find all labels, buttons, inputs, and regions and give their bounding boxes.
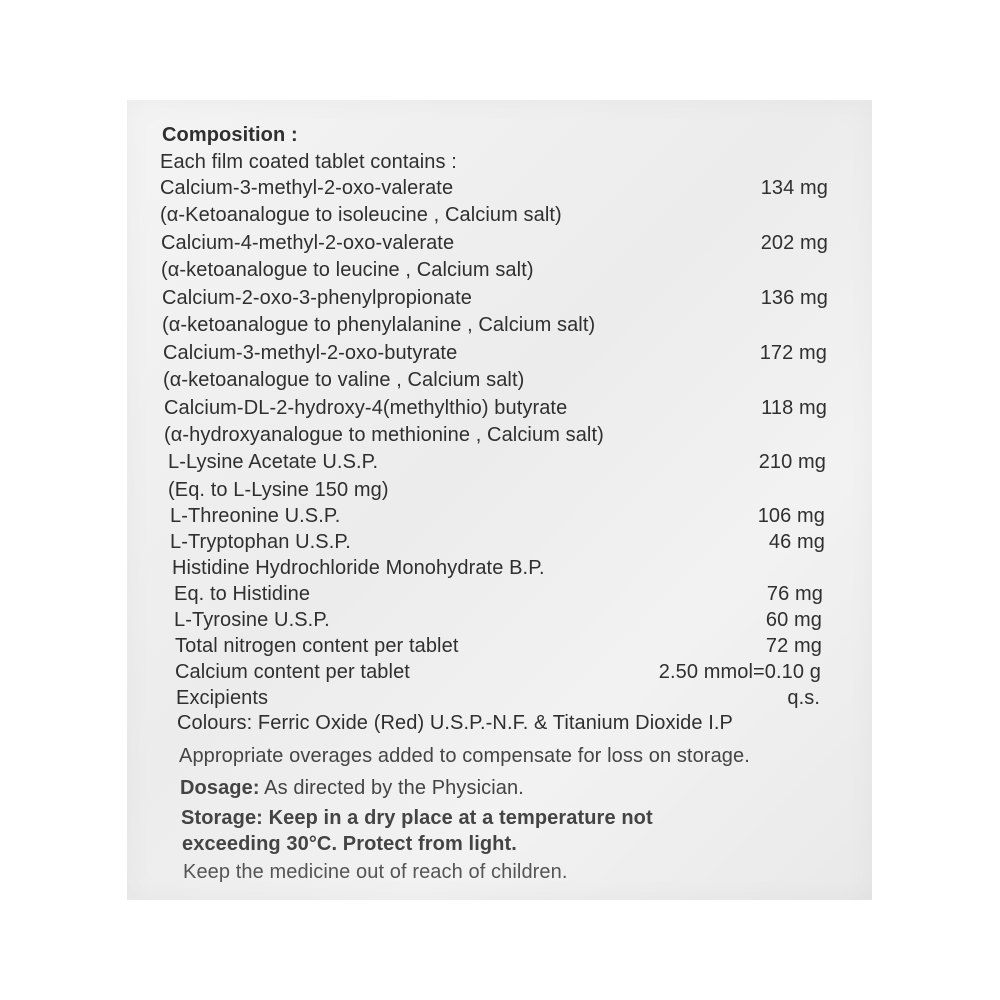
storage-label: Storage: [181, 807, 263, 829]
ingredient-amount: 118 mg [761, 397, 827, 419]
ingredient-amount: q.s. [787, 687, 820, 709]
ingredient-name: Calcium-4-methyl-2-oxo-valerate [161, 232, 455, 254]
ingredient-amount: 2.50 mmol=0.10 g [658, 661, 821, 683]
dosage-label: Dosage: [180, 777, 260, 799]
ingredient-amount: 202 mg [760, 232, 828, 254]
ingredient-name: Calcium content per tablet [175, 661, 410, 683]
ingredient-note: (α-hydroxyanalogue to methionine , Calcium salt) [164, 424, 604, 446]
ingredient-name: L-Threonine U.S.P. [170, 505, 341, 527]
dosage-line [180, 778, 524, 798]
ingredient-amount: 136 mg [760, 287, 828, 309]
ingredient-amount: 72 mg [765, 635, 822, 657]
ingredient-name: Calcium-3-methyl-2-oxo-valerate [160, 177, 454, 199]
storage-line-2: exceeding 30°C. Protect from light. [182, 833, 517, 855]
ingredient-name: Eq. to Histidine [174, 583, 311, 605]
ingredient-note: (α-ketoanalogue to phenylalanine , Calcium salt) [162, 314, 596, 336]
ingredient-amount: 106 mg [757, 505, 825, 527]
ingredient-amount: 172 mg [759, 342, 827, 364]
ingredient-amount: 134 mg [760, 177, 828, 199]
ingredient-amount: 46 mg [768, 531, 825, 553]
dosage-text: As directed by the Physician. [259, 777, 524, 799]
ingredient-amount: 210 mg [758, 451, 826, 473]
ingredient-name: Calcium-3-methyl-2-oxo-butyrate [163, 342, 458, 364]
composition-intro: Each film coated tablet contains : [160, 151, 457, 173]
overages-note: Appropriate overages added to compensate for loss on storage. [179, 745, 750, 767]
composition-heading: Composition : [162, 124, 298, 146]
storage-text: Keep in a dry place at a temperature not [262, 807, 653, 829]
ingredient-note: (α-ketoanalogue to valine , Calcium salt) [163, 369, 525, 391]
ingredient-amount: 76 mg [766, 583, 823, 605]
ingredient-name: L-Lysine Acetate U.S.P. [168, 451, 379, 473]
storage-line-1 [181, 808, 653, 828]
ingredient-name: Total nitrogen content per tablet [175, 635, 459, 657]
ingredient-name: Calcium-DL-2-hydroxy-4(methylthio) butyrate [164, 397, 568, 419]
ingredient-name: Colours: Ferric Oxide (Red) U.S.P.-N.F. & Titanium Dioxide I.P [177, 712, 733, 734]
children-warning: Keep the medicine out of reach of children. [183, 861, 568, 883]
ingredient-note: (α-ketoanalogue to leucine , Calcium salt) [161, 259, 534, 281]
ingredient-name: Excipients [176, 687, 269, 709]
ingredient-amount: 60 mg [765, 609, 822, 631]
ingredient-name: L-Tyrosine U.S.P. [174, 609, 330, 631]
ingredient-name: Calcium-2-oxo-3-phenylpropionate [162, 287, 473, 309]
ingredient-note: (α-Ketoanalogue to isoleucine , Calcium salt) [160, 204, 562, 226]
ingredient-note: (Eq. to L-Lysine 150 mg) [168, 479, 389, 501]
ingredient-name: L-Tryptophan U.S.P. [170, 531, 351, 553]
ingredient-name: Histidine Hydrochloride Monohydrate B.P. [172, 557, 545, 579]
